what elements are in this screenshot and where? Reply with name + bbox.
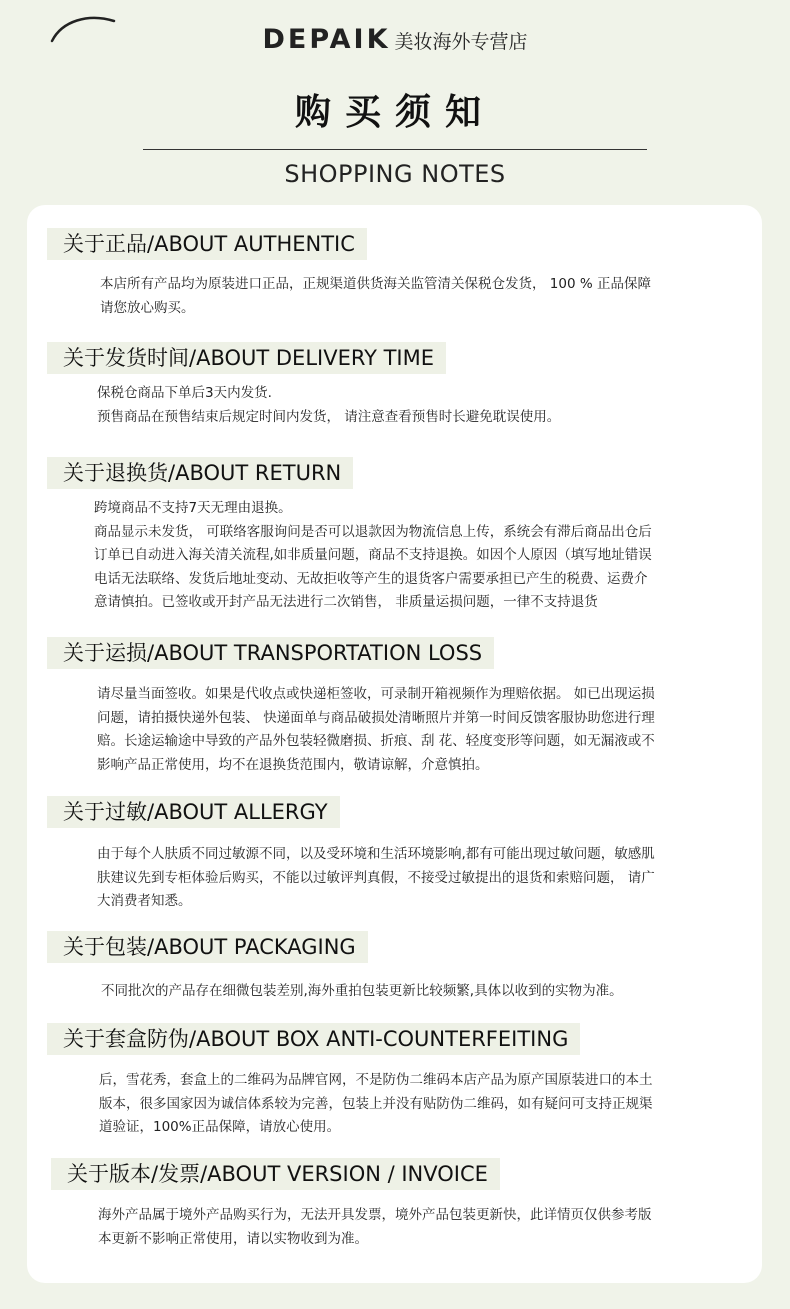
logo-swoosh-icon [48, 15, 118, 45]
brand-name: DEPAIK [262, 24, 391, 55]
page-title-cn: 购买须知 [294, 91, 495, 133]
section-line: 海外产品属于境外产品购买行为，无法开具发票，境外产品包装更新快，此详情页仅供参考版 [98, 1207, 652, 1223]
section-line: 肤建议先到专柜体验后购买，不能以过敏评判真假，不接受过敏提出的退货和索赔问题， 请广 [97, 869, 655, 886]
section-line: 商品显示未发货， 可联络客服询问是否可以退款因为物流信息上传，系统会有滞后商品出仓后 [94, 523, 652, 540]
section-line: 不同批次的产品存在细微包装差别,海外重拍包装更新比较频繁,具体以收到的实物为准。 [101, 983, 623, 999]
section-title-transport-loss: 关于运损/ABOUT TRANSPORTATION LOSS [47, 637, 494, 669]
section-line: 本店所有产品均为原装进口正品，正规渠道供货海关监管清关保税仓发货， 100 % 正品保障 [100, 276, 651, 292]
section-line: 道验证，100%正品保障，请放心使用。 [99, 1119, 341, 1135]
page-title-en: SHOPPING NOTES [284, 160, 506, 188]
section-line: 请尽量当面签收。如果是代收点或快递柜签收，可录制开箱视频作为理赔依据。 如已出现运损 [97, 686, 655, 702]
section-title-packaging: 关于包装/ABOUT PACKAGING [47, 931, 368, 963]
section-title-box-anti-counterfeit: 关于套盒防伪/ABOUT BOX ANTI-COUNTERFEITING [47, 1023, 580, 1055]
section-title-allergy: 关于过敏/ABOUT ALLERGY [47, 796, 340, 828]
section-title-version-invoice: 关于版本/发票/ABOUT VERSION / INVOICE [51, 1158, 500, 1190]
section-line: 电话无法联络、发货后地址变动、无故拒收等产生的退货客户需要承担已产生的税费、运费介 [94, 570, 648, 587]
section-body-allergy [97, 843, 747, 914]
section-line: 请您放心购买。 [100, 299, 195, 316]
section-body-transport-loss [97, 683, 747, 777]
section-line: 问题，请拍摄快递外包装、 快递面单与商品破损处清晰照片并第一时间反馈客服协助您进行理 [97, 709, 655, 726]
section-title-delivery: 关于发货时间/ABOUT DELIVERY TIME [47, 342, 446, 374]
section-line: 版本，很多国家因为诚信体系较为完善，包装上并没有贴防伪二维码，如有疑问可支持正规渠 [99, 1095, 653, 1112]
section-line: 保税仓商品下单后3天内发货. [97, 385, 272, 401]
section-body-return [94, 497, 744, 615]
section-line: 大消费者知悉。 [97, 893, 192, 909]
header-divider [143, 149, 647, 150]
section-line: 后，雪花秀，套盒上的二维码为品牌官网，不是防伪二维码本店产品为原产国原装进口的本土 [99, 1072, 653, 1088]
section-title-return: 关于退换货/ABOUT RETURN [47, 457, 353, 489]
section-line: 订单已自动进入海关清关流程,如非质量问题，商品不支持退换。如因个人原因（填写地址错误 [94, 547, 652, 563]
page-header [0, 0, 790, 200]
section-body-authentic [100, 273, 740, 320]
section-line: 由于每个人肤质不同过敏源不同，以及受环境和生活环境影响,都有可能出现过敏问题，敏感肌 [97, 846, 655, 862]
section-line: 意请慎拍。已签收或开封产品无法进行二次销售， 非质量运损问题，一律不支持退货 [94, 594, 598, 610]
section-line: 跨境商品不支持7天无理由退换。 [94, 500, 292, 516]
brand-logo [0, 24, 790, 55]
brand-subtitle: 美妆海外专营店 [394, 31, 528, 53]
section-line: 影响产品正常使用，均不在退换货范围内，敬请谅解，介意慎拍。 [97, 756, 489, 773]
section-body-version-invoice [98, 1204, 748, 1251]
section-line: 本更新不影响正常使用，请以实物收到为准。 [98, 1230, 368, 1247]
section-body-delivery [97, 382, 737, 429]
section-title-authentic: 关于正品/ABOUT AUTHENTIC [47, 228, 367, 260]
section-body-box-anti-counterfeit [99, 1069, 749, 1140]
section-body-packaging [101, 980, 741, 1004]
section-line: 预售商品在预售结束后规定时间内发货， 请注意查看预售时长避免耽误使用。 [97, 408, 561, 425]
section-line: 赔。长途运输途中导致的产品外包装轻微磨损、折痕、刮 花、轻度变形等问题，如无漏液或不 [97, 733, 655, 749]
